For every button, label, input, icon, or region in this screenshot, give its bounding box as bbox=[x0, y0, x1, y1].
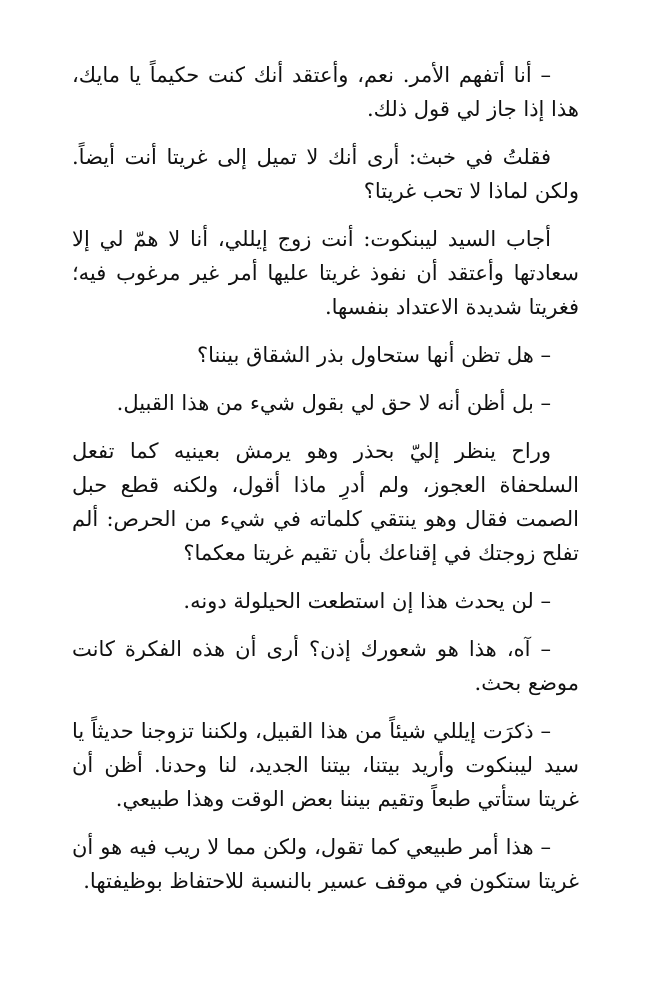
paragraph-1: – أنا أتفهم الأمر. نعم، وأعتقد أنك كنت حكيماً يا مايك، هذا إذا جاز لي قول ذلك. bbox=[72, 63, 579, 121]
paragraph-7: – لن يحدث هذا إن استطعت الحيلولة دونه. bbox=[183, 589, 551, 613]
paragraph-4: – هل تظن أنها ستحاول بذر الشقاق بيننا؟ bbox=[197, 343, 551, 367]
paragraph-10: – هذا أمر طبيعي كما تقول، ولكن مما لا ريب فيه هو أن غريتا ستكون في موقف عسير بالنسبة للاحتفاظ بوظيفتها. bbox=[72, 835, 579, 893]
paragraph-3: أجاب السيد ليبنكوت: أنت زوج إيللي، أنا لا همّ لي إلا سعادتها وأعتقد أن نفوذ غريتا عليها أمر غير مرغوب فيه؛ فغريتا شديدة الاعتداد بنفسها. bbox=[72, 227, 579, 319]
paragraph-9: – ذكرَت إيللي شيئاً من هذا القبيل، ولكننا تزوجنا حديثاً يا سيد ليبنكوت وأريد بيتنا، بيتنا الجديد، لنا وحدنا. أظن أن غريتا ستأتي طبعاً وتقيم بيننا بعض الوقت وهذا طبيعي. bbox=[72, 719, 579, 811]
paragraph-8: – آه، هذا هو شعورك إذن؟ أرى أن هذه الفكرة كانت موضع بحث. bbox=[72, 637, 579, 695]
paragraph-5: – بل أظن أنه لا حق لي بقول شيء من هذا القبيل. bbox=[116, 391, 551, 415]
paragraph-2: فقلتُ في خبث: أرى أنك لا تميل إلى غريتا أنت أيضاً. ولكن لماذا لا تحب غريتا؟ bbox=[72, 145, 579, 203]
paragraph-6: وراح ينظر إليّ بحذر وهو يرمش بعينيه كما تفعل السلحفاة العجوز، ولم أدرِ ماذا أقول، ولكنه قطع حبل الصمت فقال وهو ينتقي كلماته في شيء من الحرص: ألم تفلح زوجتك في إقناعك بأن تقيم غريتا معكما؟ bbox=[72, 439, 579, 565]
book-page bbox=[72, 58, 579, 980]
